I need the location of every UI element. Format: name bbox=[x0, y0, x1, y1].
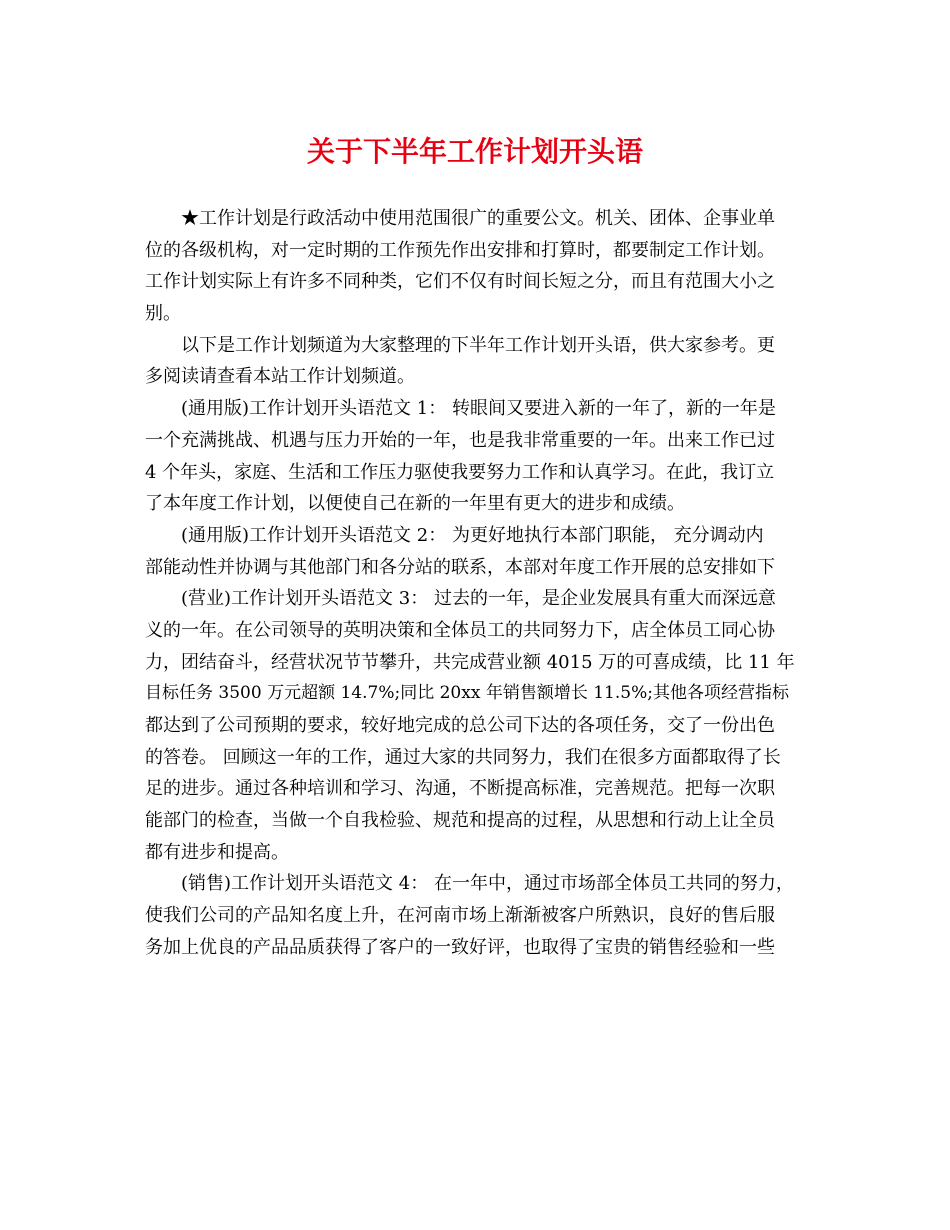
text-line: 务加上优良的产品品质获得了客户的一致好评，也取得了宝贵的销售经验和一些 bbox=[145, 936, 775, 958]
text-line: 一个充满挑战、机遇与压力开始的一年，也是我非常重要的一年。出来工作已过 bbox=[145, 429, 775, 451]
document-title: 关于下半年工作计划开头语 bbox=[306, 135, 643, 168]
text-line: (通用版)工作计划开头语范文 1： 转眼间又要进入新的一年了，新的一年是 bbox=[181, 398, 776, 420]
text-line: 工作计划实际上有许多不同种类，它们不仅有时间长短之分，而且有范围大小之 bbox=[145, 271, 775, 293]
text-line: 力，团结奋斗，经营状况节节攀升，共完成营业额 4015 万的可喜成绩，比 11 年 bbox=[145, 651, 795, 673]
text-line: 义的一年。在公司领导的英明决策和全体员工的共同努力下，店全体员工同心协 bbox=[145, 619, 775, 641]
text-line: (通用版)工作计划开头语范文 2： 为更好地执行本部门职能， 充分调动内 bbox=[181, 524, 764, 546]
text-line: 4 个年头，家庭、生活和工作压力驱使我要努力工作和认真学习。在此，我订立 bbox=[145, 461, 775, 483]
text-line: 都有进步和提高。 bbox=[145, 841, 289, 863]
text-line: 别。 bbox=[145, 303, 181, 325]
text-line: (销售)工作计划开头语范文 4： 在一年中，通过市场部全体员工共同的努力， bbox=[181, 873, 794, 895]
text-line: 使我们公司的产品知名度上升，在河南市场上渐渐被客户所熟识，良好的售后服 bbox=[145, 905, 775, 927]
text-line: 部能动性并协调与其他部门和各分站的联系，本部对年度工作开展的总安排如下 bbox=[145, 556, 775, 578]
text-line: 以下是工作计划频道为大家整理的下半年工作计划开头语，供大家参考。更 bbox=[181, 334, 775, 356]
text-line: ★工作计划是行政活动中使用范围很广的重要公文。机关、团体、企事业单 bbox=[181, 208, 775, 229]
text-line: 的答卷。 回顾这一年的工作，通过大家的共同努力，我们在很多方面都取得了长 bbox=[145, 746, 781, 768]
text-line: 多阅读请查看本站工作计划频道。 bbox=[145, 366, 415, 388]
text-line: (营业)工作计划开头语范文 3： 过去的一年，是企业发展具有重大而深远意 bbox=[181, 588, 776, 610]
text-line: 能部门的检查，当做一个自我检验、规范和提高的过程，从思想和行动上让全员 bbox=[145, 810, 775, 832]
text-line: 目标任务 3500 万元超额 14.7%;同比 20xx 年销售额增长 11.5%;其他各项经营指标 bbox=[145, 683, 789, 704]
document-body bbox=[145, 203, 805, 964]
text-line: 足的进步。通过各种培训和学习、沟通，不断提高标准，完善规范。把每一次职 bbox=[145, 778, 775, 800]
text-line: 都达到了公司预期的要求，较好地完成的总公司下达的各项任务，交了一份出色 bbox=[145, 715, 775, 736]
text-line: 了本年度工作计划，以便使自己在新的一年里有更大的进步和成绩。 bbox=[145, 493, 685, 515]
text-line: 位的各级机构，对一定时期的工作预先作出安排和打算时，都要制定工作计划。 bbox=[145, 239, 775, 261]
